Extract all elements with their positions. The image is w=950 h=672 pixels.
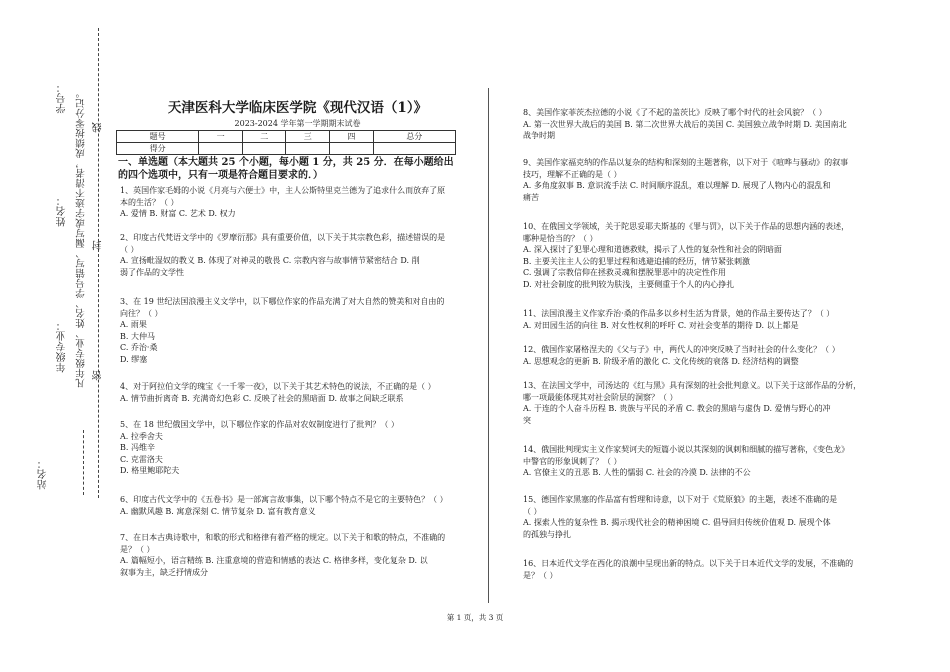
binding-seal-notice: 凡年级专业、姓名、学号错写、漏写或字迹不清者，成绩按零分记。	[76, 88, 87, 388]
question-item	[523, 494, 868, 540]
question-line: B. 冯维辛	[120, 443, 155, 453]
question-line: 3、在 19 世纪法国浪漫主义文学中，以下哪位作家的作品充满了对大自然的赞美和对自由的	[120, 297, 445, 306]
question-line: 本的生活？（ ）	[120, 197, 179, 207]
question-item	[523, 444, 868, 479]
question-line: A. 篇幅短小，语言精练 B. 注重意境的营造和情感的表达 C. 格律多样，变化复杂 D. 以	[120, 556, 428, 566]
section-heading: 一、单选题（本大题共 25 个小题，每小题 1 分，共 25 分．在每小题给出的四个选项中，只有一项是符合题目要求的．）	[118, 157, 454, 181]
question-item	[120, 185, 465, 220]
question-line: （ ）	[523, 506, 542, 516]
question-line: D. 缪塞	[120, 354, 148, 364]
score-header-cell: 总分	[373, 131, 455, 143]
score-cell	[373, 143, 455, 155]
question-line: 6、印度古代文学中的《五卷书》是一部寓言故事集，以下哪个特点不是它的主要特色？（ ）	[120, 495, 448, 504]
question-item	[523, 380, 868, 426]
question-line: 9、美国作家福克纳的作品以复杂的结构和深刻的主题著称，以下对于《喧哗与骚动》的叙事	[523, 158, 849, 167]
question-line: 战争时期	[523, 131, 555, 141]
question-line: 痛苦	[523, 192, 539, 202]
question-line: 8、美国作家菲茨杰拉德的小说《了不起的盖茨比》反映了哪个时代的社会风貌？（ ）	[523, 108, 827, 117]
question-line: A. 思想观念的更新 B. 阶级矛盾的激化 C. 文化传统的衰落 D. 经济结构的调整	[523, 356, 799, 366]
question-line: 是？（ ）	[523, 570, 558, 580]
question-item	[523, 157, 868, 203]
question-line: 弱了作品的文学性	[120, 267, 184, 277]
score-table-header-row	[117, 131, 456, 143]
question-item	[120, 381, 465, 404]
binding-student-id: 学号：	[57, 82, 68, 114]
question-line: 13、在法国文学中，司汤达的《红与黑》具有深刻的社会批判意义。以下关于这部作品的分析，	[523, 381, 862, 390]
question-item	[120, 232, 465, 278]
score-header-cell: 题号	[117, 131, 199, 143]
score-header-cell: 二	[242, 131, 286, 143]
question-line: 哪一项最能体现其对社会阶层的洞察？（ ）	[523, 392, 678, 402]
question-line: A. 拉季舍夫	[120, 431, 163, 441]
question-item	[523, 107, 868, 142]
question-line: A. 爱情 B. 财富 C. 艺术 D. 权力	[120, 209, 236, 219]
question-line: A. 多角度叙事 B. 意识流手法 C. 时间顺序混乱，难以理解 D. 展现了人物内心的混乱和	[523, 181, 831, 191]
question-item	[120, 419, 465, 477]
question-line: B. 主要关注主人公的犯罪过程和逃避追捕的经历，情节紧张刺激	[523, 256, 750, 266]
score-header-cell: 四	[330, 131, 374, 143]
question-line: A. 官僚主义的丑恶 B. 人性的懦弱 C. 社会的冷漠 D. 法律的不公	[523, 468, 751, 478]
score-header-cell: 三	[286, 131, 330, 143]
question-line: 的孤独与挣扎	[523, 529, 571, 539]
question-line: A. 对田园生活的向往 B. 对女性权利的呼吁 C. 对社会变革的期待 D. 以上都是	[523, 320, 799, 330]
question-line: 5、在 18 世纪俄国文学中，以下哪位作家的作品对农奴制度进行了批判？（ ）	[120, 420, 399, 429]
question-line: A. 于连的个人奋斗历程 B. 贵族与平民的矛盾 C. 教会的黑暗与虚伪 D. 爱情与野心的冲	[523, 404, 831, 414]
binding-close-mark: 密	[93, 370, 104, 381]
binding-name: 姓名：	[57, 195, 68, 227]
question-line: 16、日本近代文学在西化的浪潮中呈现出新的特点。以下关于日本近代文学的发展，不准确的	[523, 559, 854, 568]
question-line: A. 深入探讨了犯罪心理和道德救赎，揭示了人性的复杂性和社会的阴暗面	[523, 245, 782, 255]
question-line: 12、俄国作家屠格涅夫的《父与子》中，两代人的冲突反映了当时社会的什么变化？（ ）	[523, 345, 840, 354]
score-cell	[286, 143, 330, 155]
question-line: C. 克雷洛夫	[120, 454, 163, 464]
question-line: C. 强调了宗教信仰在拯救灵魂和摆脱罪恶中的决定性作用	[523, 268, 726, 278]
question-line: A. 第一次世界大战后的美国 B. 第二次世界大战后的美国 C. 美国独立战争时期 D. 美国南北	[523, 119, 847, 129]
question-line: 中警官的形象讽刺了？（ ）	[523, 456, 622, 466]
question-line: A. 雨果	[120, 320, 147, 330]
binding-line-outer	[98, 28, 99, 498]
binding-school: 站名：	[38, 458, 49, 490]
question-line: 叙事为主，缺乏抒情成分	[120, 567, 208, 577]
question-item	[120, 494, 465, 517]
column-divider	[488, 88, 489, 603]
question-line: 11、法国浪漫主义作家乔治·桑的作品多以乡村生活为背景，她的作品主要传达了？（ ）	[523, 309, 835, 318]
score-cell	[242, 143, 286, 155]
question-line: 10、在俄国文学领域，关于陀思妥耶夫斯基的《罪与罚》，以下关于作品的思想内涵的表述，	[523, 222, 850, 231]
binding-line-inner	[83, 430, 84, 495]
question-item	[120, 532, 465, 578]
binding-seal-mark: 封	[93, 240, 104, 251]
question-line: 向往？（ ）	[120, 308, 163, 318]
question-line: 技巧，理解不正确的是（ ）	[523, 169, 622, 179]
question-item	[120, 296, 465, 366]
binding-line-mark: 线	[93, 122, 104, 133]
question-line: D. 对社会制度的批判较为肤浅，主要侧重于个人的内心挣扎	[523, 279, 735, 289]
exam-subtitle: 2023-2024 学年第一学期期末试卷	[234, 119, 361, 128]
page-footer: 第 1 页，共 3 页	[446, 613, 504, 622]
score-table-score-row	[117, 143, 456, 155]
question-line: 1、英国作家毛姆的小说《月亮与六便士》中，主人公斯特里克兰德为了追求什么而放弃了原	[120, 186, 446, 195]
question-line: 是？（ ）	[120, 544, 155, 554]
question-item	[523, 221, 868, 291]
score-cell	[199, 143, 243, 155]
question-line: B. 大仲马	[120, 331, 155, 341]
question-line: 15、德国作家黑塞的作品富有哲理和诗意，以下对于《荒原狼》的主题，表述不准确的是	[523, 495, 838, 504]
score-cell	[330, 143, 374, 155]
question-line: 突	[523, 415, 531, 425]
question-line: 14、俄国批判现实主义作家契诃夫的短篇小说以其深刻的讽刺和细腻的描写著称，《变色龙》	[523, 445, 850, 454]
question-line: 4、对于阿拉伯文学的瑰宝《一千零一夜》，以下关于其艺术特色的说法，不正确的是（ ）	[120, 382, 436, 391]
question-line: A. 宣扬毗湿奴的教义 B. 体现了对神灵的敬畏 C. 宗教内容与故事情节紧密结合 D. 削	[120, 256, 420, 266]
question-line: A. 幽默风趣 B. 寓意深刻 C. 情节复杂 D. 富有教育意义	[120, 506, 316, 516]
question-line: （ ）	[120, 244, 139, 254]
question-line: A. 情节曲折离奇 B. 充满奇幻色彩 C. 反映了社会的黑暗面 D. 故事之间缺乏联系	[120, 393, 404, 403]
question-line: C. 乔治·桑	[120, 343, 158, 353]
exam-title: 天津医科大学临床医学院《现代汉语（1）》	[167, 100, 428, 116]
score-header-cell: 一	[199, 131, 243, 143]
question-line: 7、在日本古典诗歌中，和歌的形式和格律有着严格的规定。以下关于和歌的特点，不准确的	[120, 533, 446, 542]
binding-major: 年级专业：	[57, 320, 68, 373]
question-item	[523, 344, 868, 367]
question-item	[523, 558, 868, 581]
question-line: D. 格里鲍耶陀夫	[120, 466, 180, 476]
question-line: 2、印度古代梵语文学中的《罗摩衍那》具有重要价值，以下关于其宗教色彩，描述错误的是	[120, 233, 446, 242]
question-line: A. 探索人性的复杂性 B. 揭示现代社会的精神困境 C. 倡导回归传统价值观 D. 展现个体	[523, 518, 831, 528]
score-table	[116, 130, 456, 155]
score-row-label: 得分	[117, 143, 199, 155]
question-item	[523, 308, 868, 331]
question-line: 哪种是恰当的？（ ）	[523, 233, 598, 243]
